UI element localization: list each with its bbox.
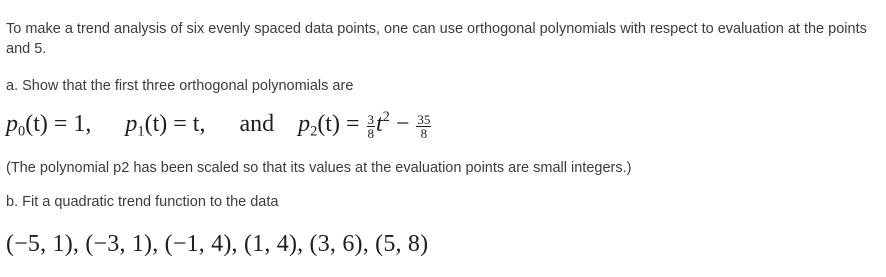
orthogonal-polynomials-equation xyxy=(6,104,432,151)
p0-subscript: 0 xyxy=(18,123,26,140)
p1-symbol: p xyxy=(125,111,138,137)
and-word: and xyxy=(239,111,275,137)
fraction-thirty-five-eighths: $\frac{35}{8}$ xyxy=(417,111,431,141)
p2-symbol: p xyxy=(298,111,311,137)
scaling-note: (The polynomial p2 has been scaled so that its values at the evaluation points are small integers.) xyxy=(6,160,632,176)
fraction-three-eighths: $\frac{3}{8}$ xyxy=(367,111,374,141)
p2-definition: (t) = xyxy=(317,111,360,137)
part-a-prompt: a. Show that the first three orthogonal polynomials are xyxy=(6,78,354,94)
p0-symbol: p xyxy=(6,111,18,137)
t-exponent: 2 xyxy=(382,108,390,125)
part-b-prompt: b. Fit a quadratic trend function to the data xyxy=(6,194,279,210)
p1-definition: (t) = t, xyxy=(144,111,206,137)
intro-paragraph: To make a trend analysis of six evenly spaced data points, one can use orthogonal polynomials with respect to evaluation at the points and 5. xyxy=(6,21,867,57)
p2-subscript: 2 xyxy=(310,123,318,140)
data-points-list: (−5, 1), (−3, 1), (−1, 4), (1, 4), (3, 6), (5, 8) xyxy=(6,231,429,257)
minus-sign: − xyxy=(395,111,410,137)
p0-definition: (t) = 1, xyxy=(25,111,92,137)
t-variable: t xyxy=(376,111,383,137)
p1-subscript: 1 xyxy=(137,123,145,140)
